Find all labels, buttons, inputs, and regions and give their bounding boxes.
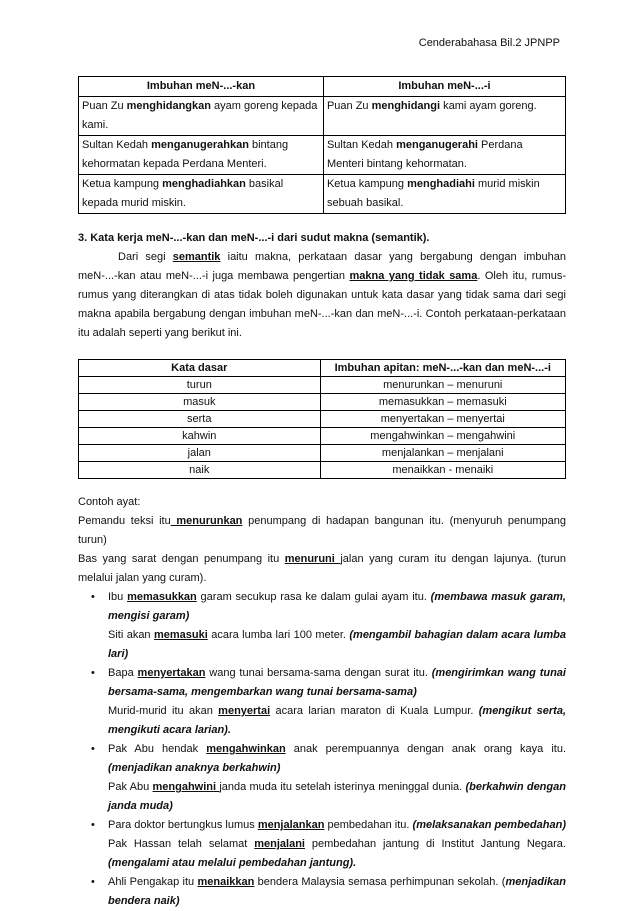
example-meaning: (mengirimkan wang tunai bersama-sama, mengembarkan wang tunai bersama-sama) (108, 667, 566, 698)
table-cell: menaikkan - menaiki (320, 462, 565, 479)
table-cell (323, 175, 565, 214)
column-header: Kata dasar (79, 360, 321, 377)
table-row (79, 175, 566, 214)
example-text: pembedahan itu. (324, 819, 413, 831)
table-row (79, 377, 566, 394)
example-text: janda muda itu setelah isterinya meninggal dunia. (219, 781, 466, 793)
emphasis-semantik: semantik (172, 251, 221, 263)
table-cell: menjalankan – menjalani (320, 445, 565, 462)
table-cell: masuk (79, 394, 321, 411)
paragraph-text: iaitu makna, perkataan dasar yang bergabung dengan imbuhan meN-...-kan atau meN-...-i juga membawa pengertian (78, 251, 566, 282)
cell-bold-verb: menghadiahi (407, 178, 475, 190)
example-verb: menjalankan (257, 819, 325, 831)
example-verb: memasukkan (127, 591, 197, 603)
example-text: Bas yang sarat dengan penumpang itu (78, 553, 285, 565)
bullet-icon: • (91, 743, 95, 755)
example-meaning: menjadikan bendera naik) (108, 876, 566, 907)
example-meaning: (membawa masuk garam, mengisi garam) (108, 591, 566, 622)
example-verb: menyertakan (137, 667, 206, 679)
example-line (78, 512, 566, 550)
page-content (78, 76, 566, 911)
table-cell: mengahwinkan – mengahwini (320, 428, 565, 445)
example-text: Para doktor bertungkus lumus (108, 819, 258, 831)
cell-text: Ketua kampung (82, 178, 163, 190)
example-sentence (108, 626, 566, 664)
table-row (79, 411, 566, 428)
example-verb: menaikkan (197, 876, 255, 888)
example-bullet-list (78, 588, 566, 911)
example-text: anak perempuannya dengan anak orang kaya itu. (285, 743, 566, 755)
table-row (79, 428, 566, 445)
example-verb: mengahwini (152, 781, 220, 793)
cell-bold-verb: menganugerahkan (151, 139, 249, 151)
table-cell: serta (79, 411, 321, 428)
example-text: pembedahan jantung di Institut Jantung Negara. (305, 838, 566, 850)
cell-text: Perdana Menteri bintang kehormatan. (326, 139, 523, 170)
table-cell: naik (79, 462, 321, 479)
table-row (79, 136, 566, 175)
table-cell: jalan (79, 445, 321, 462)
table-cell: kahwin (79, 428, 321, 445)
cell-bold-verb: menganugerahi (396, 139, 478, 151)
table-cell: menyertakan – menyertai (320, 411, 565, 428)
example-meaning: (mengikut serta, mengikuti acara larian). (108, 705, 566, 736)
example-sentence (108, 588, 566, 626)
example-text: Murid-murid itu akan (108, 705, 219, 717)
table-cell (79, 97, 324, 136)
example-meaning: (berkahwin dengan janda muda) (108, 781, 566, 812)
table-cell: menurunkan – menuruni (320, 377, 565, 394)
example-sentence (108, 873, 566, 911)
bullet-icon: • (91, 667, 95, 679)
paragraph-text: . Oleh itu, rumus-rumus yang diterangkan di atas tidak boleh digunakan untuk kata dasar yang tidak sama dari segi makna apabila bergabung dengan imbuhan meN-...-kan dan meN-...-i. Contoh perkataan-perkataan itu adalah seperti yang berikut ini. (78, 270, 566, 339)
example-meaning: (melaksanakan pembedahan) (412, 819, 566, 831)
example-text: bendera Malaysia semasa perhimpunan sekolah. ( (254, 876, 506, 888)
example-verb: menurunkan (170, 515, 243, 527)
example-line (78, 550, 566, 588)
example-sentence (108, 816, 566, 835)
imbuhan-comparison-table (78, 76, 566, 214)
example-verb: mengahwinkan (206, 743, 286, 755)
example-text: Ahli Pengakap itu (108, 876, 198, 888)
example-sentence (108, 778, 566, 816)
list-item (78, 664, 566, 740)
example-sentence (108, 664, 566, 702)
list-item (78, 816, 566, 873)
example-text: acara larian maraton di Kuala Lumpur. (270, 705, 479, 717)
example-verb: menuruni (284, 553, 341, 565)
list-item (78, 873, 566, 911)
example-text: wang tunai bersama-sama dengan surat itu. (205, 667, 432, 679)
table-header-row (79, 360, 566, 377)
example-sentence (108, 835, 566, 873)
paragraph-text: Dari segi (118, 251, 173, 263)
example-text: Bapa (108, 667, 138, 679)
kata-dasar-table (78, 359, 566, 479)
cell-bold-verb: menghidangi (371, 100, 441, 112)
list-item (78, 588, 566, 664)
column-header: Imbuhan apitan: meN-...-kan dan meN-...-i (320, 360, 565, 377)
table-row (79, 445, 566, 462)
example-text: Pak Abu (108, 781, 153, 793)
table-row (79, 394, 566, 411)
cell-text: Puan Zu (326, 100, 372, 112)
cell-text: Puan Zu (82, 100, 127, 112)
cell-text: Sultan Kedah (326, 139, 397, 151)
cell-bold-verb: menghidangkan (126, 100, 211, 112)
bullet-icon: • (91, 591, 95, 603)
table-cell: turun (79, 377, 321, 394)
page-header: Cenderabahasa Bil.2 JPNPP (418, 37, 560, 49)
table-cell (79, 136, 324, 175)
example-meaning: (mengambil bahagian dalam acara lumba lari) (108, 629, 566, 660)
examples-title: Contoh ayat: (78, 496, 141, 508)
cell-text: basikal kepada murid miskin. (82, 178, 284, 209)
example-text: Pemandu teksi itu (78, 515, 171, 527)
example-verb: memasuki (153, 629, 208, 641)
table-cell (323, 136, 565, 175)
cell-text: ayam goreng kepada kami. (82, 100, 318, 131)
bullet-icon: • (91, 876, 95, 888)
cell-text: Sultan Kedah (82, 139, 152, 151)
table-row (79, 97, 566, 136)
bullet-icon: • (91, 819, 95, 831)
table-cell (323, 97, 565, 136)
example-text: garam secukup rasa ke dalam gulai ayam itu. (196, 591, 431, 603)
example-sentence (108, 740, 566, 778)
table-cell: memasukkan – memasuki (320, 394, 565, 411)
table-header-row (79, 77, 566, 97)
column-header: Imbuhan meN-...-i (323, 77, 565, 97)
example-text: acara lumba lari 100 meter. (207, 629, 350, 641)
example-text: Siti akan (108, 629, 154, 641)
table-row (79, 462, 566, 479)
example-text: penumpang di hadapan bangunan itu. (menyuruh penumpang turun) (78, 515, 566, 546)
cell-bold-verb: menghadiahkan (162, 178, 246, 190)
example-sentence (108, 702, 566, 740)
example-meaning: (menjadikan anaknya berkahwin) (108, 762, 281, 774)
example-meaning: (mengalami atau melalui pembedahan jantung). (108, 857, 357, 869)
cell-text: kami ayam goreng. (440, 100, 537, 112)
example-verb: menjalani (254, 838, 305, 850)
cell-text: murid miskin sebuah basikal. (326, 178, 540, 209)
cell-text: bintang kehormatan kepada Perdana Menteri. (82, 139, 289, 170)
table-cell (79, 175, 324, 214)
example-text: jalan yang curam itu dengan lajunya. (turun melalui jalan yang curam). (78, 553, 566, 584)
column-header: Imbuhan meN-...-kan (79, 77, 324, 97)
example-verb: menyertai (218, 705, 271, 717)
example-text: Ibu (108, 591, 128, 603)
list-item (78, 740, 566, 816)
section-3-title: 3. Kata kerja meN-...-kan dan meN-...-i dari sudut makna (semantik). (78, 232, 430, 244)
emphasis-makna: makna yang tidak sama (349, 270, 478, 282)
cell-text: Ketua kampung (326, 178, 408, 190)
section-3-paragraph (78, 248, 566, 343)
example-text: Pak Hassan telah selamat (108, 838, 255, 850)
example-text: Pak Abu hendak (108, 743, 207, 755)
